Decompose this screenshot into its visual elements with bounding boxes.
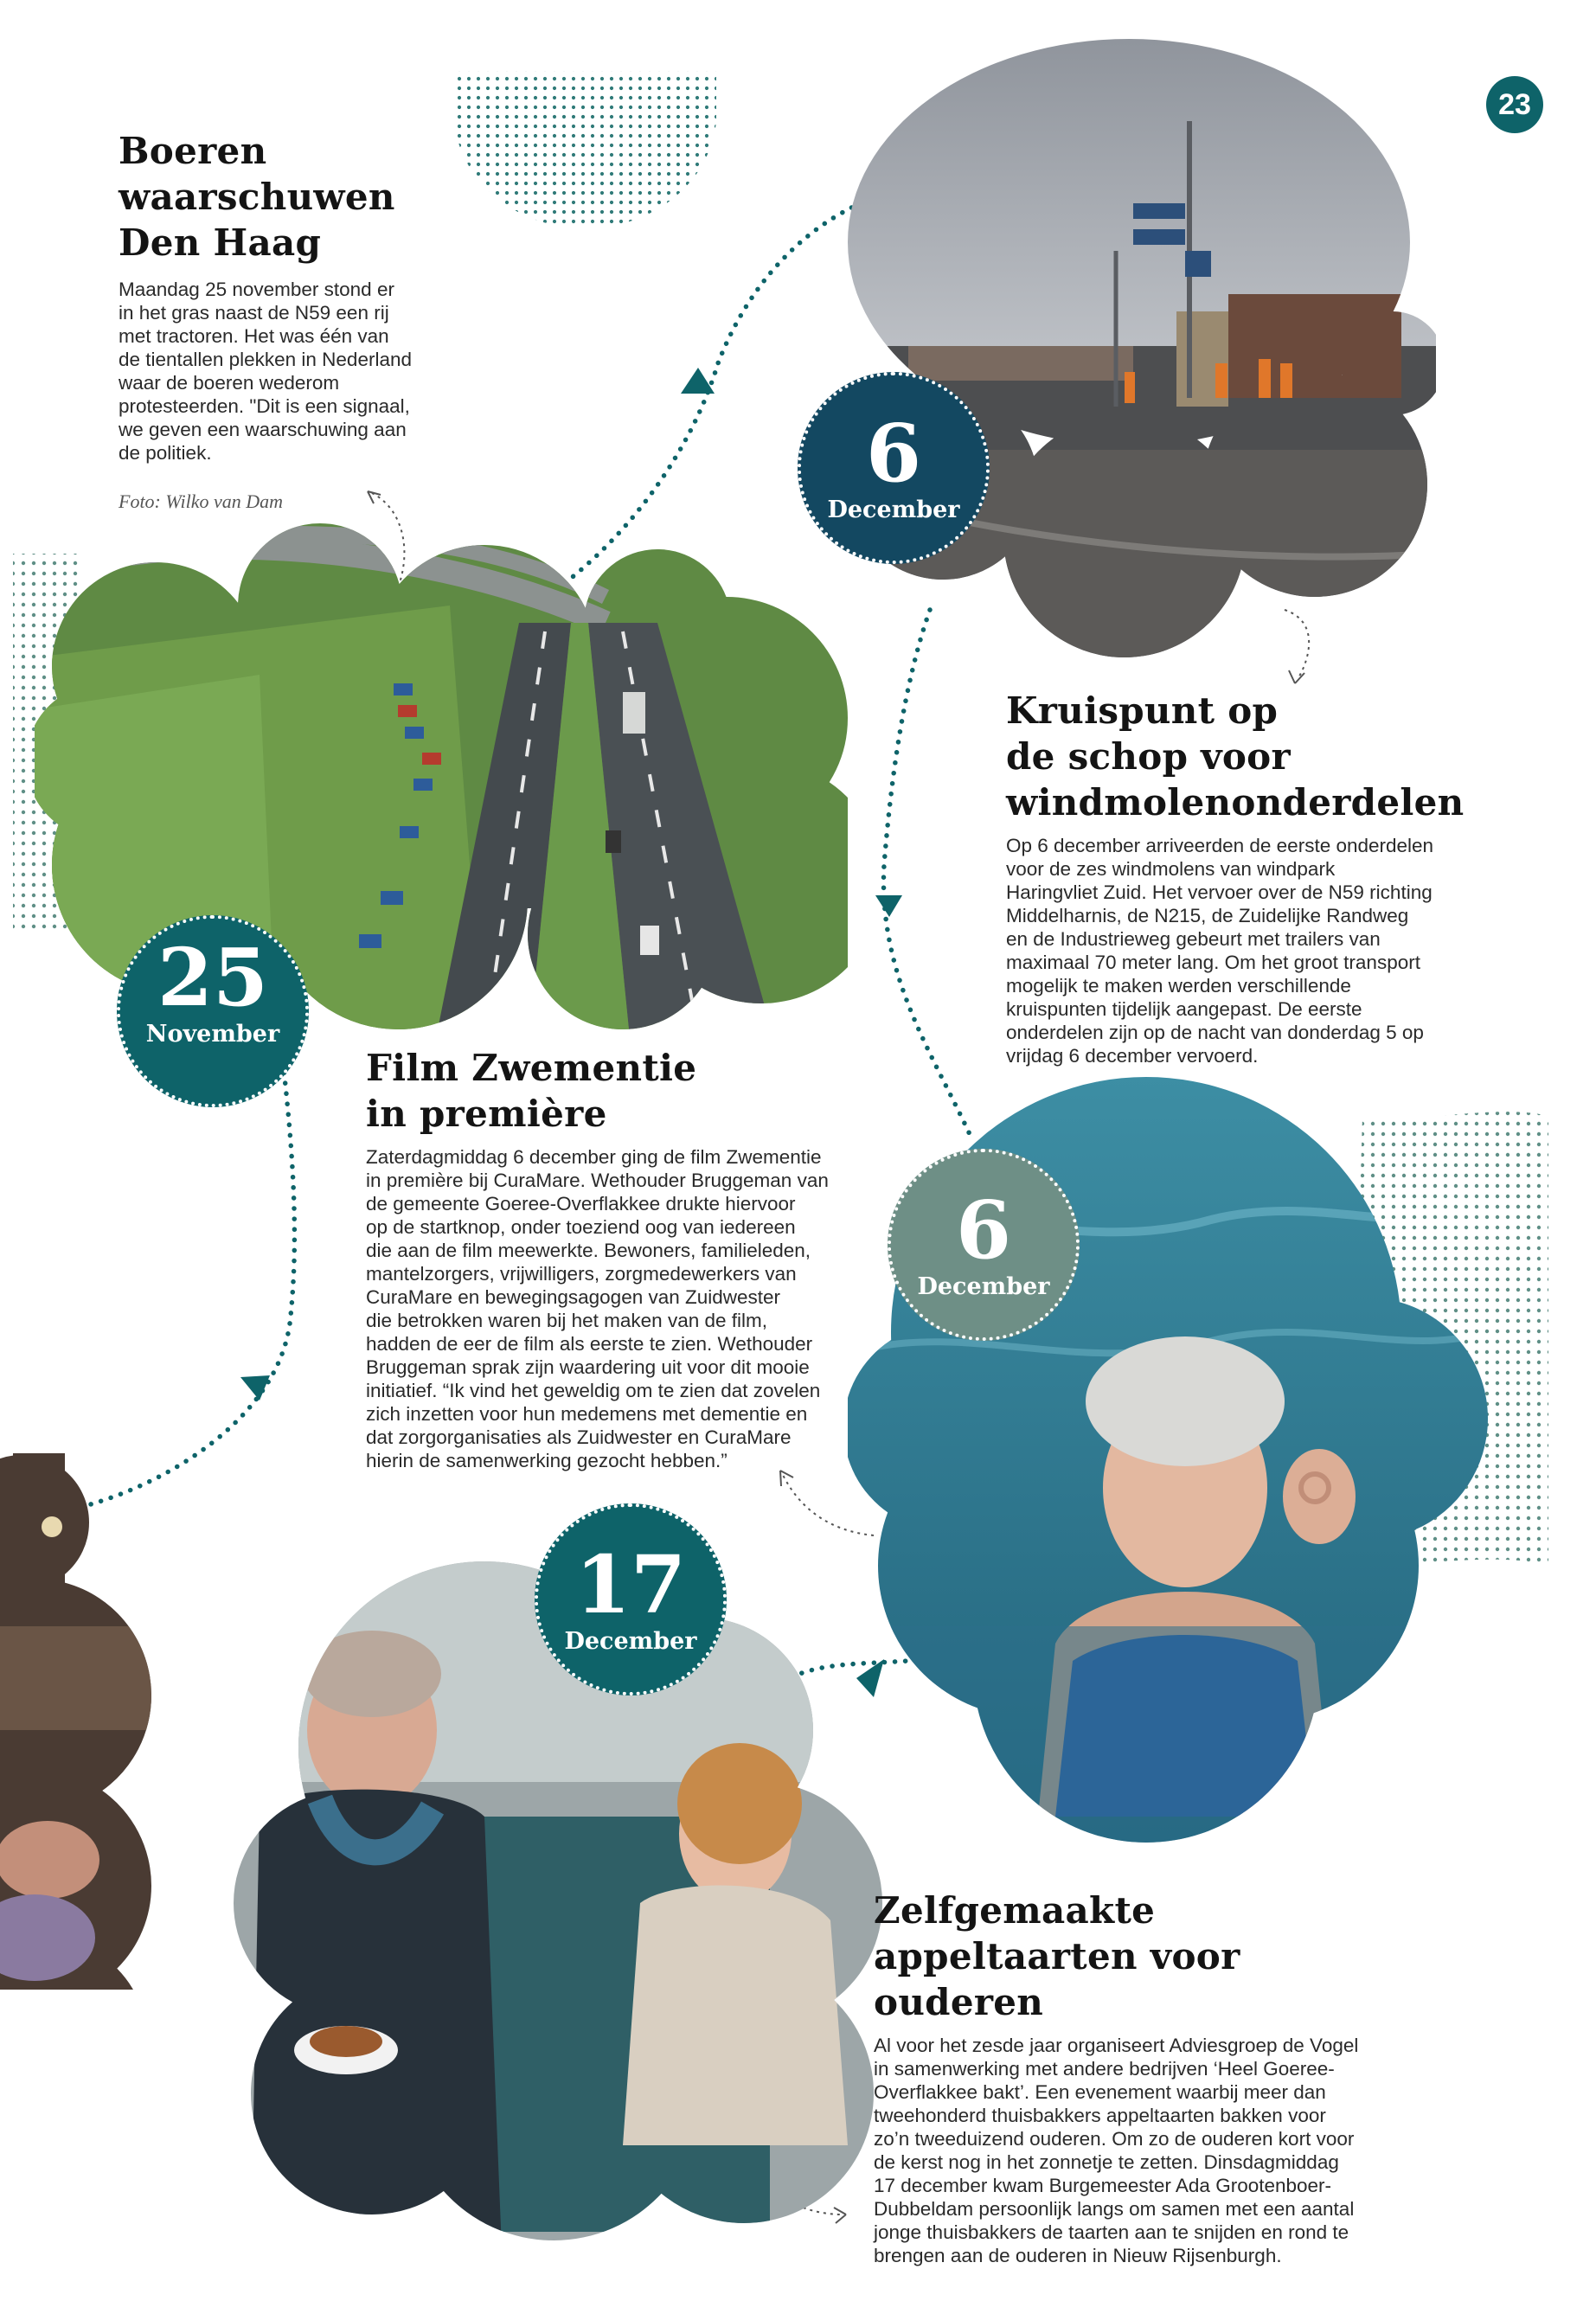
story-appeltaarten — [874, 1888, 1419, 2267]
story-kruispunt-heading: Kruispunt op de schop voor windmolenonderdelen — [1006, 689, 1465, 824]
date-badge-6-december-kruispunt — [798, 372, 990, 564]
photo-event-partial — [0, 1436, 156, 1990]
story-appeltaarten-heading: Zelfgemaakte appeltaarten voor ouderen — [874, 1889, 1240, 2023]
photo-crossroads — [830, 35, 1436, 675]
date-badge-month: November — [145, 1021, 280, 1048]
date-badge-day: 6 — [955, 1183, 1011, 1277]
date-badge-25-november — [117, 915, 309, 1107]
story-boeren — [119, 128, 447, 513]
story-film-heading: Film Zwementie in première — [366, 1047, 697, 1135]
date-badge-month: December — [827, 497, 960, 523]
story-boeren-heading: Boeren waarschuwen Den Haag — [119, 130, 395, 264]
story-kruispunt-body: Op 6 december arriveerden de eerste onderdelen voor de zes windmolens van windpark Haringvliet Zuid. Het vervoer over de N59 richting Middelharnis, de N215, de Zuidelijke Randweg en de Industrieweg gebeurt met trailers van maximaal 70 meter lang. Om het groot transport mogelijk te maken werden verschillende kruispunten tijdelijk aangepast. De eerste onderdelen zijn op de nacht van donderdag 5 op vrijdag 6 december vervoerd. — [1006, 835, 1434, 1067]
page-number: 23 — [1486, 76, 1543, 133]
date-badge-month: December — [564, 1628, 697, 1655]
date-badge-month: December — [917, 1273, 1050, 1300]
date-badge-day: 25 — [157, 931, 269, 1024]
story-kruispunt — [1006, 688, 1490, 1067]
story-boeren-body: Maandag 25 november stond er in het gras naast de N59 een rij met tractoren. Het was één van de tientallen plekken in Nederland waar de boeren wederom protesteerden. "Dit is een signaal, we geven een waarschuwing aan de politiek. — [119, 279, 412, 464]
date-badge-6-december-film — [888, 1149, 1080, 1341]
story-film-body: Zaterdagmiddag 6 december ging de film Zwementie in première bij CuraMare. Wethouder Bruggeman van de gemeente Goeree-Overflakkee drukte hiervoor op de startknop, onder toeziend oog van iedereen die aan de film meewerkte. Bewoners, familieleden, mantelzorgers, vrijwilligers, zorgmedewerkers van CuraMare en bewegingsagogen van Zuidwester die betrokken waren bij het maken van de film, hadden de eer de film als eerste te zien. Wethouder Bruggeman sprak zijn waardering uit voor dit mooie initiatief. “Ik vind het geweldig om te zien dat zovelen zich inzetten voor hun medemens met dementie en dat zorgorganisaties als Zuidwester en CuraMare hierin de samenwerking gezocht hebben.” — [366, 1146, 829, 1471]
date-badge-17-december — [535, 1503, 727, 1695]
date-badge-day: 6 — [865, 407, 921, 500]
story-appeltaarten-body: Al voor het zesde jaar organiseert Adviesgroep de Vogel in samenwerking met andere bedrijven ‘Heel Goeree- Overflakkee bakt’. Een evenement waarbij meer dan tweehonderd thuisbakkers appeltaarten bakken voor zo’n tweeduizend ouderen. Om zo de ouderen kort voor de kerst nog in het zonnetje te zetten. Dinsdagmiddag 17 december kwam Burgemeester Ada Grootenboer- Dubbeldam persoonlijk langs om samen met een aantal jonge thuisbakkers de taarten aan te snijden en rond te brengen aan de ouderen in Nieuw Rijsenburgh. — [874, 2035, 1359, 2266]
photo-credit: Foto: Wilko van Dam — [119, 490, 284, 512]
story-film — [366, 1045, 868, 1472]
date-badge-day: 17 — [574, 1538, 687, 1631]
